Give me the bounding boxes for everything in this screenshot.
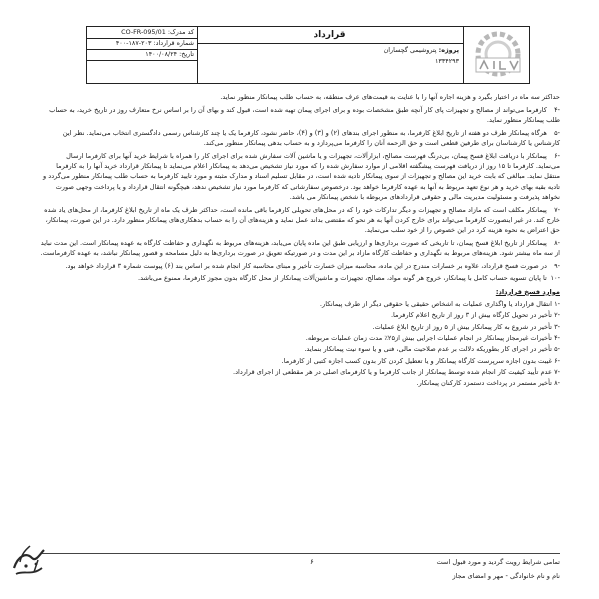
list-item: -۱ انتقال قرارداد یا واگذاری عملیات به اشخاص حقیقی یا حقوقی دیگر از طرف پیمانکار.: [319, 300, 560, 309]
clause-number: -۴: [554, 105, 560, 114]
termination-heading: موارد فسخ قرارداد:: [495, 287, 560, 296]
list-item: -۲ تأخیر در تحویل کارگاه بیش از ۳ روز از تاریخ اعلام کارفرما.: [390, 311, 560, 320]
project-id: ۱۳۳۴۲۹۳: [434, 57, 459, 65]
clause-8: [40, 238, 560, 259]
clause-text: کارفرما می‌تواند از مصالح و تجهیزات پای کار آنچه طبق مشخصات بوده و برای اجرای پیمان تهیه شده است، قبول کند و بهای آن را بر اساس نرخ متعارف روز در تاریخ خرید، به حساب طلب پیمانکار منظور نماید.: [49, 105, 560, 124]
contract-number: [90, 39, 194, 48]
list-item: -۷ عدم تأیید کیفیت کار انجام شده توسط پیمانکار از جانب کارفرما و یا کارفرمای اصلی در هر مقطعی از اجرای قرارداد.: [232, 367, 560, 376]
clause-text: پیمانکار مکلف است که مازاد مصالح و تجهیزات و دیگر تدارکات خود را که در محل‌های تحویلی کارفرما باقی مانده است، حداکثر ظرف یک ماه از تاریخ ابلاغ کارفرما، از محل‌های یاد شده خارج کند. در غیر اینصورت کارفرما می‌تواند برای خارج کردن آنها به هر نحو که مقتضی بداند عمل نماید و هزینه‌های آن را به حساب بدهکاری‌های پیمانکار منظور دارد. در این صورت، پیمانکار، حق اعتراض به نحوه هزینه کرد در این خصوص را از خود سلب می‌نماید.: [44, 205, 560, 235]
clause-10: [40, 273, 560, 283]
clause-number: -۱۰: [550, 274, 560, 283]
page-number: ۶: [310, 558, 314, 566]
clause-text: در صورت فسخ قرارداد، علاوه بر خسارات مندرج در این ماده، محاسبه میزان خسارت تأخیر و مبنای محاسبه کار انجام شده بر اساس بند (۶) پیوست شماره ۳ قرارداد خواهد بود.: [65, 261, 547, 270]
list-item: -۵ تأخیر در اجرای کار بطوریکه دلالت بر عدم صلاحیت مالی، فنی و یا سوء نیت پیمانکار بنماید.: [304, 345, 560, 354]
clause-text: پیمانکار با دریافت ابلاغ فسخ پیمان، بی‌درنگ فهرست مصالح، ابزارآلات، تجهیزات و یا ماشین آلات سفارش شده برای اجرای کار را همراه با شرایط خرید آنها برای کارفرما ارسال می‌نماید. کارفرما تا ۱۵ روز از دریافت فهرست پیشگفته اقلامی از موارد سفارش شده را که مورد نیاز تشخیص می‌دهد به پیمانکار اعلام می‌نماید تا پیمانکار قرارداد خرید آنها را به کارفرما منتقل نماید. مبالغی که بابت خرید این مصالح و تجهیزات از سوی پیمانکار تادیه شده است، در مقابل تسلیم اسناد و مدارک مثبته و مورد تایید کارفرما به حساب طلب پیمانکار منظور می‌گردد و تادیه بقیه بهای خرید و هر نوع تعهد مربوط به آنها به عهده کارفرما خواهد بود. درخصوص سفارشاتی که کارفرما مورد نیاز تشخیص ندهد، هیچگونه انتقال قرارداد و یا پرداخت وجهی صورت نخواهد پذیرفت و مسئولیت مدیریت مالی و حقوقی قراردادهای مربوطه با شخص پیمانکار می باشد.: [43, 151, 560, 201]
clause-text: تا پایان تسویه حساب کامل با پیمانکار، خروج هر گونه مواد، مصالح، تجهیزات و ماشین‌آلات پیمانکار از محل کارگاه بدون مجوز کارفرما، ممنوع می‌باشد.: [137, 274, 547, 283]
clause-text: پیمانکار از تاریخ ابلاغ فسخ پیمان، تا تاریخی که صورت برداری‌ها و ارزیابی طبق این ماده پایان می‌یابد، هزینه‌های مربوط به نگهداری و حفاظت کارگاه به عهده پیمانکار است. این مدت نباید از سه ماه بیشتر شود. هزینه‌های مربوط به نگهداری و حفاظت کارگاه مازاد بر این مدت و در صورتیکه تعویق در صورت برداری‌ها به دلیل مسامحه و قصور پیمانکار نباشد، به عهده کارفرماست.: [40, 238, 560, 258]
contract-number-value: ۲۰۳-۱۸۷-۴۰۰: [115, 39, 152, 47]
document-header: [86, 26, 530, 84]
contract-body: [40, 92, 560, 389]
date-label: تاریخ:: [179, 50, 194, 58]
clause-text: هرگاه پیمانکار ظرف دو هفته از تاریخ ابلاغ کارفرما، به منظور اجرای بندهای (۲) و (۳) و (۴)، حاضر نشود، کارفرما یک یا چند کارشناس رسمی دادگستری انتخاب می‌نماید. نظر این کارشناس یا کارشناسان برای طرفین قطعی است و حق الزحمه آنان را کارفرما می‌پردازد و به حساب بدهی پیمانکار منظور می‌کند.: [62, 128, 560, 147]
clause-5: [40, 128, 560, 149]
clause-number: -۷: [554, 205, 560, 214]
clause-number: -۸: [554, 238, 560, 247]
termination-list: [40, 299, 560, 389]
clause-4: [40, 105, 560, 126]
list-item: -۳ تأخیر در شروع به کار پیمانکار بیش از ۵ روز از تاریخ ابلاغ عملیات.: [372, 322, 560, 331]
clause-6: [40, 151, 560, 202]
list-item: -۸ تأخیر مستمر در پرداخت دستمزد کارکنان پیمانکار.: [416, 379, 560, 388]
project-name: [201, 46, 459, 55]
date-value: ۱۴۰۰/۰۸/۲۴: [145, 50, 178, 58]
list-item: -۶ غیبت بدون اجازه سرپرست کارگاه پیمانکار و یا تعطیل کردن کار بدون کسب اجازه کتبی از کارفرما.: [281, 356, 560, 365]
signature-label: نام و نام خانوادگی - مهر و امضای مجاز: [452, 572, 560, 580]
doc-code-value: CO-FR-095/01: [121, 28, 166, 36]
company-logo-icon: [464, 28, 530, 83]
contract-number-label: شماره قرارداد:: [153, 39, 194, 47]
clause-9: [40, 261, 560, 271]
list-item: -۴ تأخیرات غیرمجاز پیمانکار در انجام عملیات اجرایی بیش از۲۵٪ مدت زمان عملیات مربوطه.: [305, 333, 560, 342]
clause-number: -۹: [554, 261, 560, 270]
document-footer: [40, 553, 560, 584]
calligraphy-seal-icon: [6, 538, 52, 584]
doc-code: [90, 28, 194, 37]
contract-date: [90, 50, 194, 59]
acceptance-statement: تمامی شرایط رویت گردید و مورد قبول است: [436, 558, 560, 566]
doc-code-label: کد مدرک:: [167, 28, 194, 36]
document-title: قرارداد: [313, 30, 346, 40]
project-value: پتروشیمی گچساران: [383, 46, 437, 54]
clause-7: [40, 205, 560, 236]
intro-paragraph: حداکثر سه ماه در اختیار بگیرد و هزینه اجاره آنها را با عنایت به قیمت‌های عرف منطقه، به حساب طلب پیمانکار منظور نماید.: [220, 93, 560, 101]
project-label: پروژه:: [438, 46, 459, 54]
clause-number: -۵: [554, 128, 560, 137]
clause-number: -۶: [554, 151, 560, 160]
